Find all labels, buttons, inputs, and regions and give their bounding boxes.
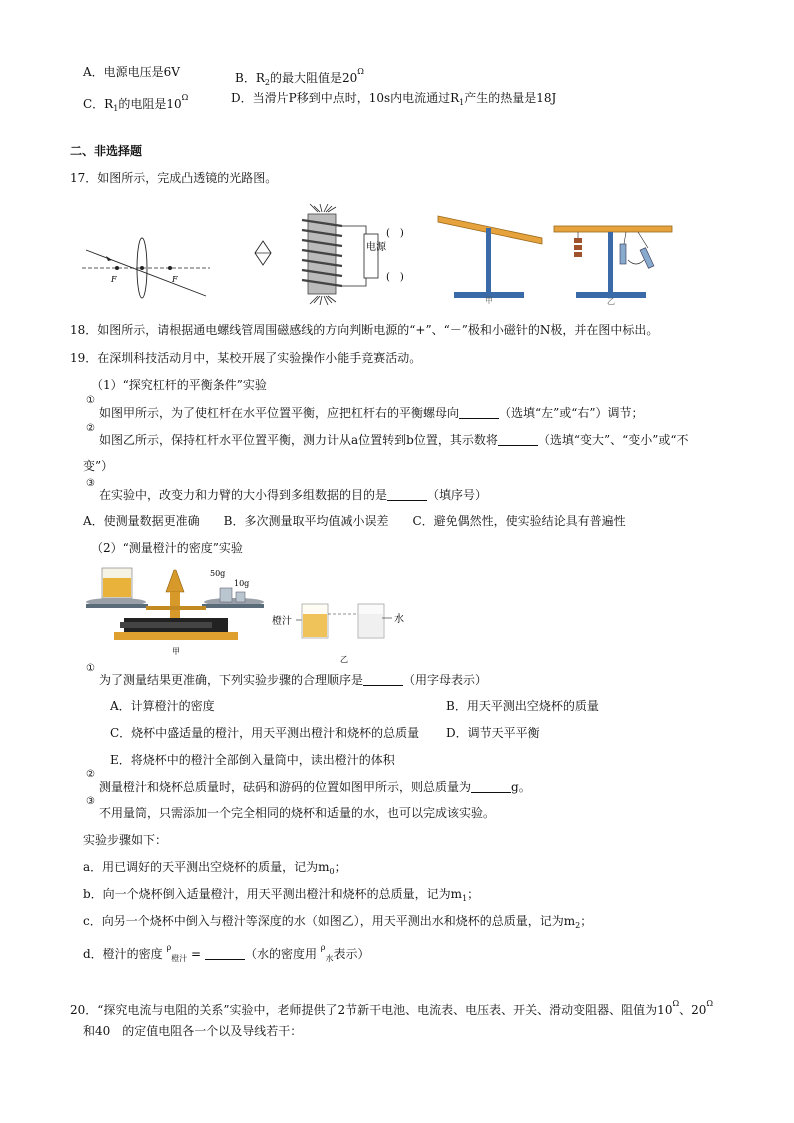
section-title: 二、非选择题	[70, 144, 143, 158]
answer-blank[interactable]	[205, 947, 245, 960]
option-a: A．电源电压是6V	[83, 65, 180, 79]
circled-one: ①	[86, 395, 95, 406]
q19-part2-title: （2）“测量橙汁的密度”实验	[91, 541, 243, 555]
water-label: 水	[394, 614, 404, 625]
beakers-caption: 乙	[340, 655, 348, 664]
weight-50g-label: 50g	[210, 569, 226, 578]
q19-part1-title: （1）“探究杠杆的平衡条件”实验	[91, 378, 267, 392]
q19-2-option-b: B．用天平测出空烧杯的质量	[446, 699, 599, 713]
convex-lens-figure	[82, 222, 210, 300]
lever-figure-yi	[552, 222, 674, 304]
weight-10g-label: 10g	[234, 579, 250, 588]
answer-blank[interactable]	[363, 673, 403, 686]
step-c: c．向另一个烧杯中倒入与橙汁等深度的水（如图乙），用天平测出水和烧杯的总质量，记为$m_2$；	[83, 914, 593, 930]
q19-1-step3: 在实验中，改变力和力臂的大小得到多组数据的目的是 （填序号）	[99, 488, 488, 502]
question-19: 19．在深圳科技活动月中，某校开展了实验操作小能手竞赛活动。	[70, 351, 422, 365]
juice-label: 橙汁	[272, 616, 292, 627]
question-20: 20．“探究电流与电阻的关系”实验中，老师提供了2节新干电池、电流表、电压表、开关、滑动变阻器、阻值为$10^\Omega$、$20^\Omega$	[70, 999, 714, 1017]
answer-blank[interactable]	[387, 488, 427, 501]
balance-caption: 甲	[172, 647, 180, 656]
lever-caption-yi: 乙	[607, 297, 615, 306]
q19-2-option-d: D．调节天平平衡	[446, 726, 540, 740]
circled-two: ②	[86, 423, 95, 434]
q19-1-step1: 如图甲所示，为了使杠杆在水平位置平衡，应把杠杆右的平衡螺母向 （选填“左”或“右”）调节；	[99, 406, 644, 420]
focus-label-right: F	[172, 275, 178, 284]
option-b: B．$R_2$的最大阻值是$20^\Omega$	[235, 67, 364, 87]
solenoid-figure	[290, 204, 420, 306]
q19-2-step3: 不用量筒，只需添加一个完全相同的烧杯和适量的水，也可以完成该实验。	[99, 806, 496, 820]
step-a: a．用已调好的天平测出空烧杯的质量，记为$m_0$；	[83, 860, 347, 876]
balance-figure	[84, 562, 268, 660]
option-d: D．当滑片P移到中点时，10s内电流通过$R_1$产生的热量是18J	[231, 91, 557, 107]
compass-needle-icon	[254, 240, 272, 266]
beakers-figure	[270, 598, 410, 670]
answer-blank[interactable]	[498, 433, 538, 446]
steps-title: 实验步骤如下：	[83, 833, 168, 847]
lever-figure-jia	[436, 208, 546, 304]
focus-label-left: F	[111, 275, 117, 284]
circled-one: ①	[86, 663, 95, 674]
circled-three: ③	[86, 796, 95, 807]
terminal-bottom-paren: ( )	[386, 272, 404, 283]
step-d: d．橙汁的密度 $^\rho_{橙汁}$ = （水的密度用 $^\rho_水$表示）	[83, 943, 370, 963]
lever-caption-jia: 甲	[485, 296, 493, 305]
q19-1-options: A．使测量数据更准确 B．多次测量取平均值减小误差 C．避免偶然性，使实验结论具有普遍性	[83, 514, 626, 528]
q19-2-step2: 测量橙汁和烧杯总质量时，砝码和游码的位置如图甲所示，则总质量为 g。	[99, 780, 531, 794]
question-18: 18．如图所示，请根据通电螺线管周围磁感线的方向判断电源的“+”、“－”极和小磁针的N极，并在图中标出。	[70, 323, 659, 337]
q19-2-option-c: C．烧杯中盛适量的橙汁，用天平测出橙汁和烧杯的总质量	[110, 726, 420, 740]
power-label: 电源	[366, 242, 386, 253]
answer-blank[interactable]	[471, 780, 511, 793]
question-20-cont: 和40 的定值电阻各一个以及导线若干：	[83, 1024, 303, 1038]
q19-1-step2-cont: 变”）	[83, 459, 114, 473]
q19-2-step1: 为了测量结果更准确，下列实验步骤的合理顺序是 （用字母表示）	[99, 673, 488, 687]
option-c: C．$R_1$的电阻是$10^\Omega$	[83, 93, 189, 113]
question-17: 17．如图所示，完成凸透镜的光路图。	[70, 171, 278, 185]
terminal-top-paren: ( )	[386, 228, 404, 239]
q19-2-option-a: A．计算橙汁的密度	[110, 699, 215, 713]
q19-2-option-e: E．将烧杯中的橙汁全部倒入量筒中，读出橙汁的体积	[110, 753, 395, 767]
answer-blank[interactable]	[459, 406, 499, 419]
circled-three: ③	[86, 478, 95, 489]
q19-1-step2: 如图乙所示，保持杠杆水平位置平衡，测力计从a位置转到b位置，其示数将 （选填“变大”、“变小”或“不	[99, 433, 689, 447]
step-b: b．向一个烧杯倒入适量橙汁，用天平测出橙汁和烧杯的总质量，记为$m_1$；	[83, 887, 480, 903]
circled-two: ②	[86, 769, 95, 780]
